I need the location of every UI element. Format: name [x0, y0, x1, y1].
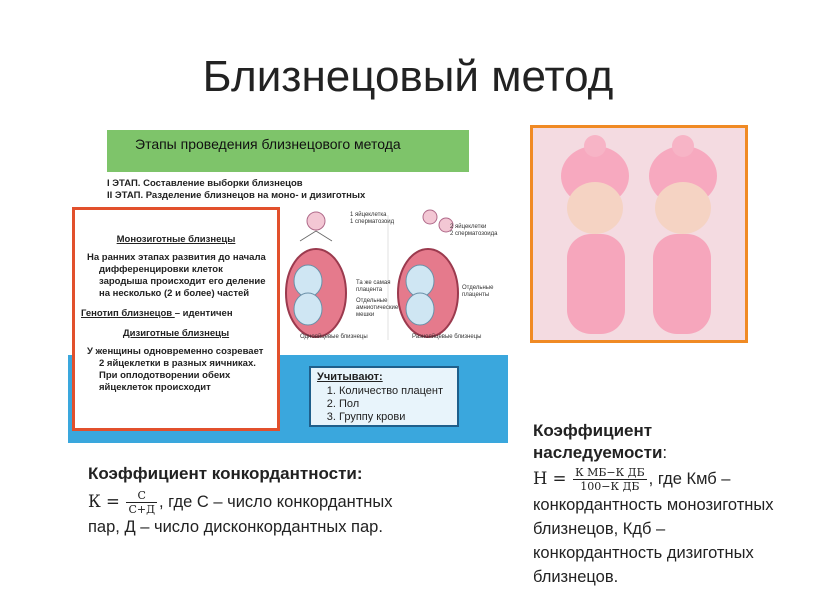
- twins-photo: [530, 125, 748, 343]
- face-left: [567, 182, 623, 234]
- considered-title: Учитывают:: [317, 371, 383, 383]
- stage-2: II ЭТАП. Разделение близнецов на моно- и дизиготных: [107, 190, 366, 201]
- heritability-num: К МБ−К ДБ: [575, 466, 645, 479]
- heritability-title: Коэффициент наследуемости: [533, 421, 663, 462]
- label-fraternal: Разнояйцевые близнецы: [412, 334, 482, 340]
- genotype-line: [81, 308, 271, 320]
- considered-item: 1. Количество плацент: [339, 385, 457, 398]
- twins-illustration: [533, 128, 745, 340]
- label-separate-placentas: Отдельные плаценты: [462, 285, 494, 298]
- label-sperm1-text: 1 сперматозоид: [350, 219, 395, 225]
- twin-types-panel: [72, 207, 280, 431]
- egg-right-1: [423, 210, 437, 224]
- mono-heading: Монозиготные близнецы: [116, 234, 236, 245]
- concordance-fraction: [126, 489, 157, 516]
- concordance-title: Коэффициент конкордантности:: [88, 464, 363, 483]
- heritability-text: , где Кмб – конкордантность монозиготных близнецов, Кдб – конкордантность дизиготных близнецов.: [533, 469, 774, 586]
- genotype-label: Генотип близнецов: [81, 308, 175, 319]
- heritability-fraction: [573, 466, 647, 493]
- mono-text: На ранних этапах развития до начала дифференцировки клеток зародыша происходит его деление на несколько (2 и более) частей: [87, 252, 266, 299]
- label-egg2: [450, 224, 510, 238]
- label-identical: Однояйцевые близнецы: [300, 334, 368, 340]
- concordance-den: С+Д: [128, 503, 156, 516]
- fetus-left-1: [294, 265, 322, 297]
- concordance-body: [88, 489, 398, 538]
- concordance-lhs: К =: [88, 491, 120, 511]
- fetus-right-2: [406, 293, 434, 325]
- concordance-text: , где С – число конкордантных пар, Д – число дисконкордантных пар.: [88, 492, 393, 536]
- di-text: У женщины одновременно созревает 2 яйцеклетки в разных яичниках. При оплодотворении обеих яйцеклеток происходит: [87, 346, 264, 393]
- considered-item: 3. Группу крови: [339, 411, 457, 424]
- concordance-num: С: [126, 489, 157, 503]
- pompom-right: [672, 135, 694, 157]
- face-right: [655, 182, 711, 234]
- pompom-left: [584, 135, 606, 157]
- figure-header-text: Этапы проведения близнецового метода: [135, 136, 401, 152]
- outfit-left: [567, 234, 625, 334]
- label-egg1-text: 1 яйцеклетка: [350, 212, 387, 218]
- label-same-placenta: Та же самая плацента: [356, 280, 391, 293]
- considered-box: [309, 366, 459, 427]
- heritability-den: 100−К ДБ: [580, 480, 640, 493]
- heritability-body: [533, 466, 783, 589]
- stages-list: [107, 178, 365, 202]
- figure-header: [107, 130, 469, 172]
- di-heading: Дизиготные близнецы: [122, 328, 230, 339]
- label-separate-sacs: Отдельные амниотические мешки: [356, 298, 399, 318]
- heritability-colon: :: [662, 443, 668, 462]
- heritability-lhs: H =: [533, 468, 567, 488]
- heritability-title-block: [533, 420, 753, 464]
- egg-left: [307, 212, 325, 230]
- slide-title: Близнецовый метод: [202, 52, 614, 101]
- considered-item: 2. Пол: [339, 398, 457, 411]
- stage-1: I ЭТАП. Составление выборки близнецов: [107, 178, 303, 189]
- genotype-text: – идентичен: [174, 308, 233, 319]
- label-egg2-text: 2 яйцеклетки: [450, 224, 487, 230]
- outfit-right: [653, 234, 711, 334]
- label-sperm2-text: 2 сперматозоида: [450, 231, 498, 237]
- fetus-right-1: [406, 265, 434, 297]
- label-egg1: [350, 212, 410, 226]
- arrow-left: [300, 231, 332, 241]
- fetus-left-2: [294, 293, 322, 325]
